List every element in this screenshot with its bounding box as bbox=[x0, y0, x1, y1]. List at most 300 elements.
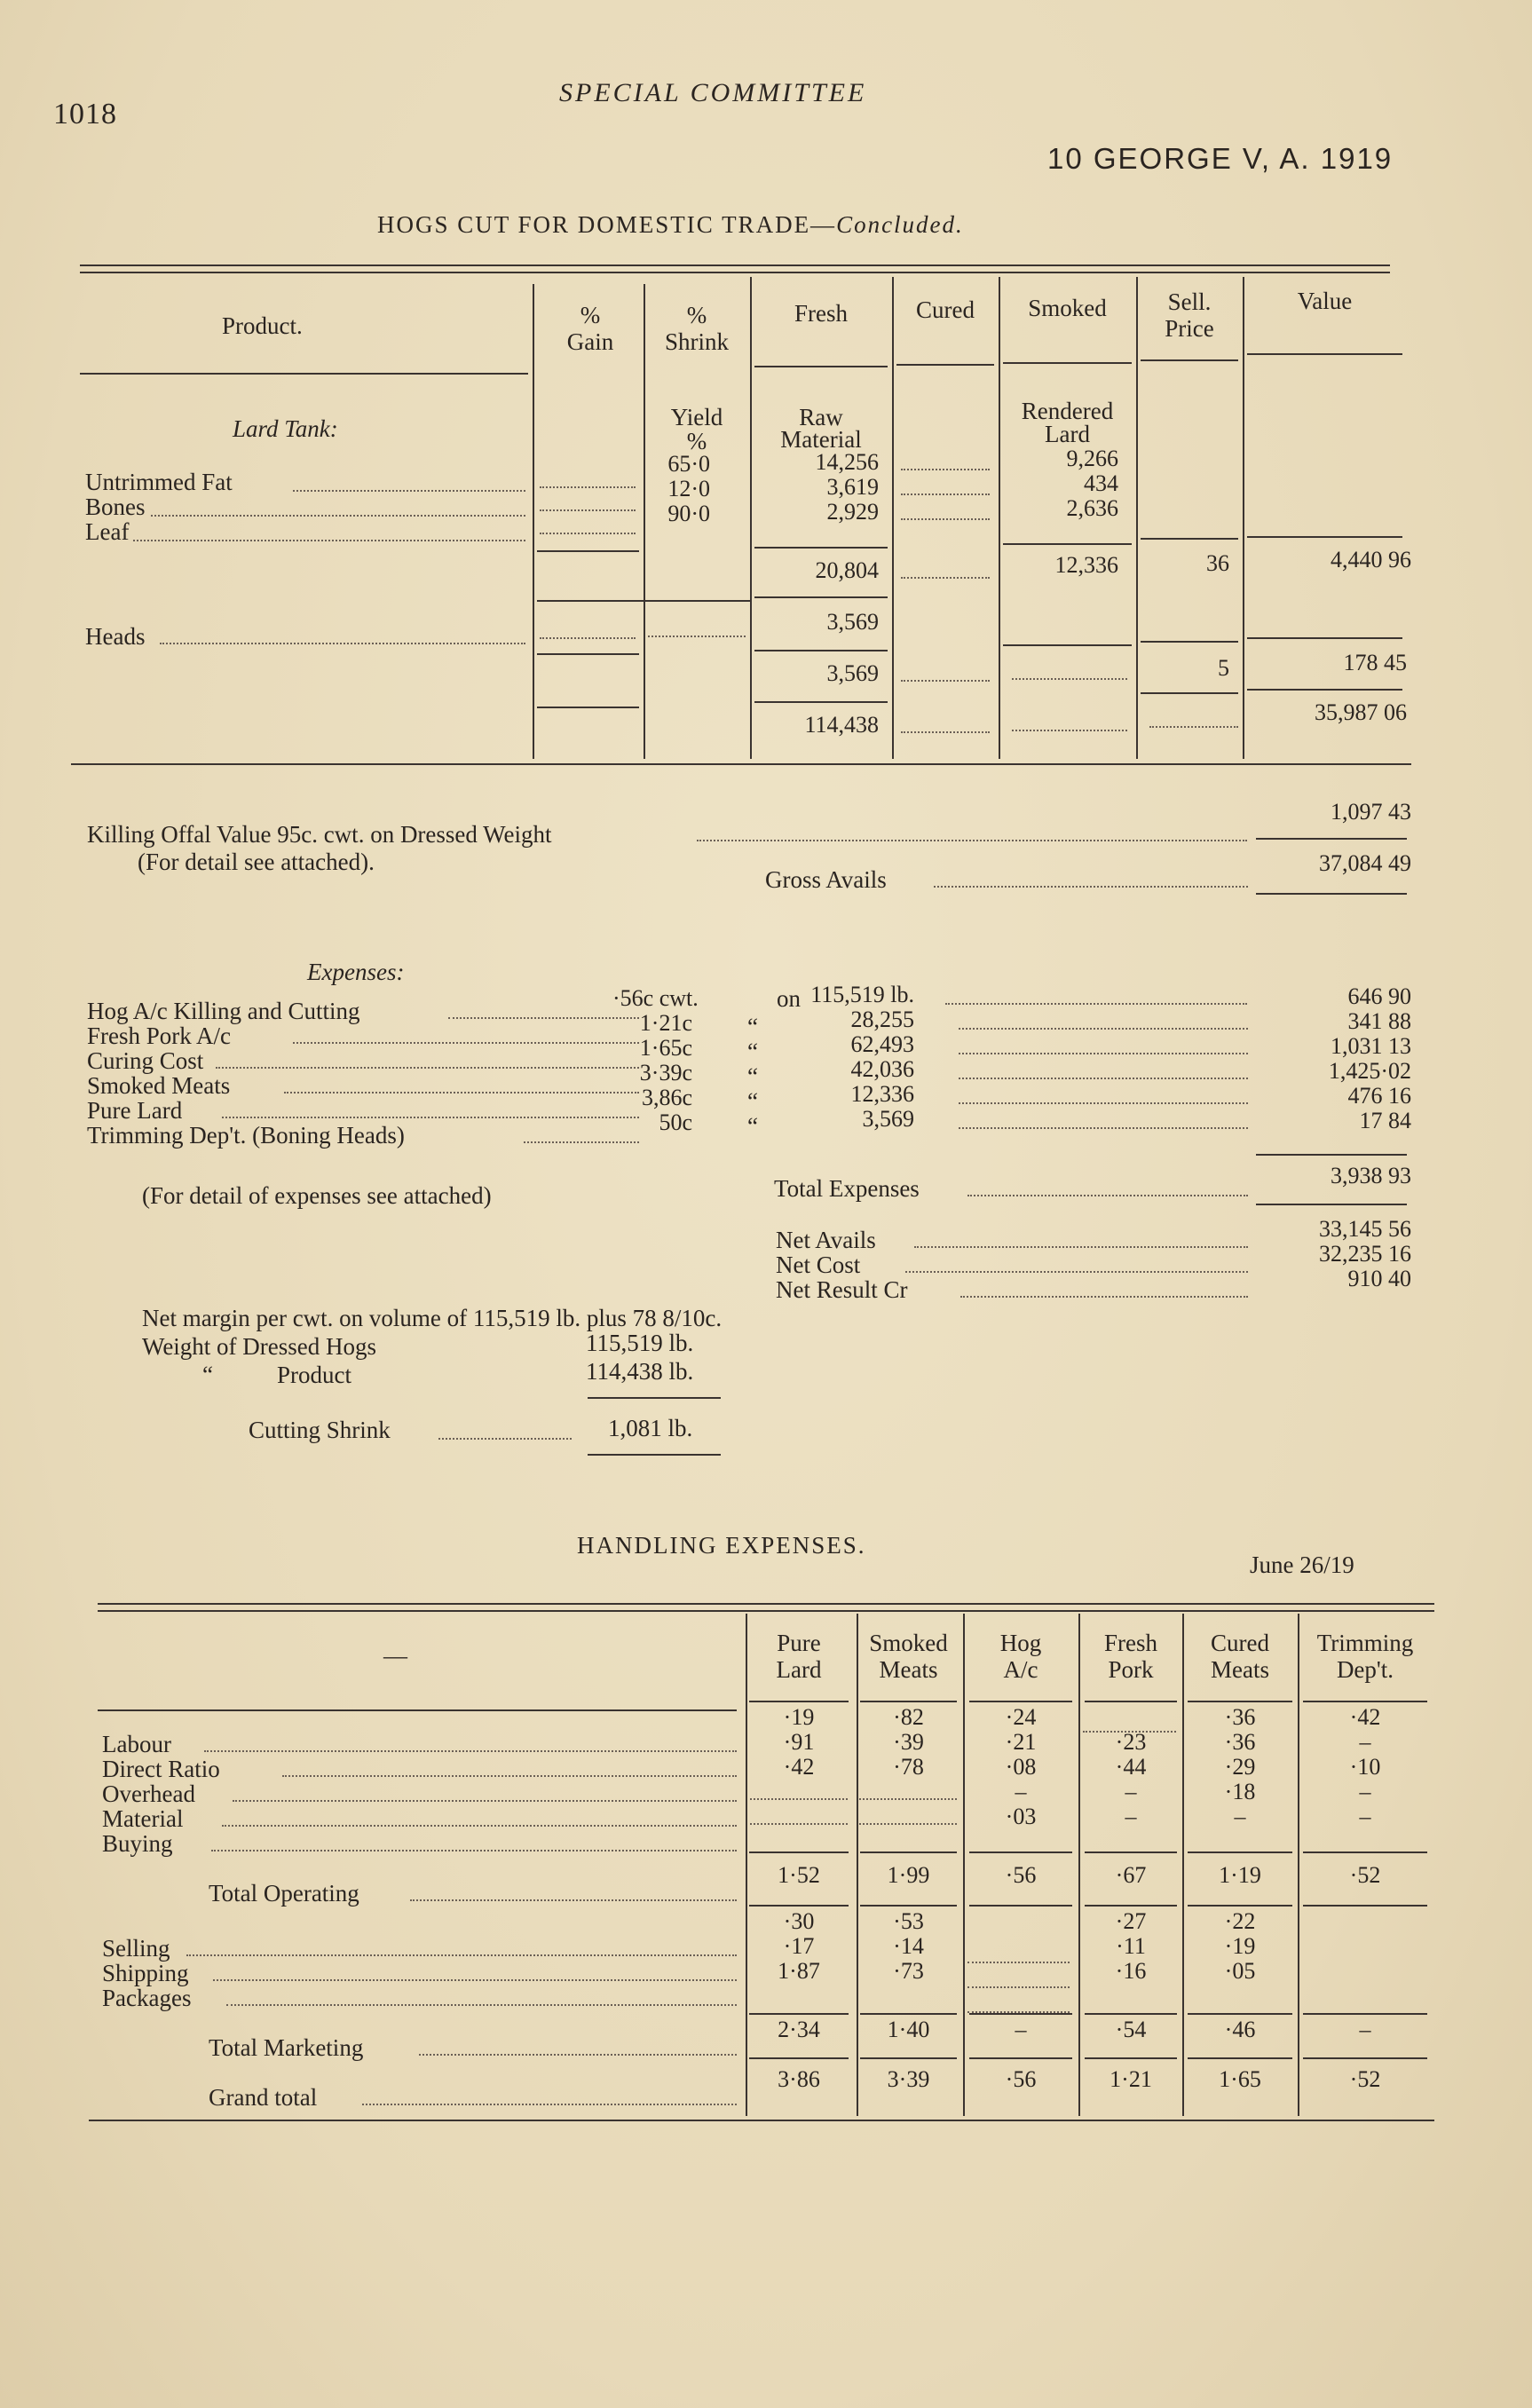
total-rule bbox=[1141, 692, 1238, 694]
sum-rule bbox=[1256, 1154, 1407, 1156]
subtotal-rule bbox=[754, 547, 888, 549]
col-header-line-1: Trimming bbox=[1316, 1630, 1414, 1656]
sum-rule bbox=[588, 1397, 721, 1399]
row-label-heads: Heads bbox=[85, 623, 146, 650]
row-rule bbox=[537, 653, 639, 655]
expense-value: 1,031 13 bbox=[1331, 1033, 1411, 1059]
dot-leader bbox=[967, 1195, 1248, 1196]
dot-leader bbox=[362, 2104, 737, 2105]
cell-value: 2·34 bbox=[778, 2017, 820, 2042]
col-header-product: Product. bbox=[222, 312, 303, 339]
header-rule bbox=[969, 1701, 1072, 1702]
cell-value: ·08 bbox=[1005, 1754, 1037, 1780]
cell-value: – bbox=[1359, 1729, 1371, 1755]
dot-leader bbox=[213, 1979, 737, 1981]
dot-leader bbox=[901, 680, 990, 682]
cell-value: ·78 bbox=[893, 1754, 924, 1780]
expenses-heading: Expenses: bbox=[307, 959, 405, 985]
net-cost-label: Net Cost bbox=[776, 1251, 861, 1278]
expense-weight: 62,493 bbox=[850, 1031, 914, 1057]
offal-label: Killing Offal Value 95c. cwt. on Dressed Weight bbox=[87, 821, 552, 848]
expense-on-word: on bbox=[777, 985, 801, 1012]
product-weight-label: Product bbox=[277, 1362, 351, 1388]
offal-value: 1,097 43 bbox=[1331, 799, 1411, 825]
cell-value: 1·52 bbox=[778, 1862, 820, 1888]
dot-leader bbox=[914, 1246, 1248, 1248]
material-label: Material bbox=[780, 426, 862, 453]
gross-avails-value: 37,084 49 bbox=[1319, 850, 1411, 876]
cell-value: ·36 bbox=[1224, 1704, 1256, 1730]
dot-leader bbox=[282, 1775, 737, 1777]
expense-label: Fresh Pork A/c bbox=[87, 1022, 231, 1049]
subtotal-rule bbox=[1188, 2013, 1292, 2015]
subtotal-rule bbox=[1303, 1851, 1427, 1853]
row-rule bbox=[754, 650, 888, 651]
sum-rule bbox=[588, 1454, 721, 1456]
cell-value: ·56 bbox=[1005, 2066, 1037, 2092]
cell-shrink: 12·0 bbox=[667, 476, 710, 501]
dot-leader bbox=[186, 1954, 737, 1956]
dot-leader bbox=[293, 490, 525, 492]
table-rule bbox=[89, 2120, 1434, 2121]
cell-value: – bbox=[1359, 1779, 1371, 1804]
cell-value: – bbox=[1359, 2017, 1371, 2042]
dot-leader bbox=[222, 1825, 737, 1827]
table-rule bbox=[80, 272, 1390, 273]
cell-value: ·46 bbox=[1224, 2017, 1256, 2042]
column-divider bbox=[963, 1614, 965, 2116]
net-avails-label: Net Avails bbox=[776, 1227, 876, 1253]
running-header: SPECIAL COMMITTEE bbox=[559, 78, 867, 107]
dot-leader bbox=[540, 637, 636, 639]
row-label: Material bbox=[102, 1805, 184, 1832]
cell-value: ·39 bbox=[893, 1729, 924, 1755]
sum-rule bbox=[1256, 838, 1407, 840]
cell-value: ·44 bbox=[1115, 1754, 1147, 1780]
header-rule bbox=[1247, 353, 1402, 355]
dot-leader bbox=[284, 1092, 639, 1093]
lard-label: Lard bbox=[1045, 421, 1090, 447]
net-result-label: Net Result Cr bbox=[776, 1276, 908, 1303]
cell-value: ·56 bbox=[1005, 1862, 1037, 1888]
blank-cell-dots bbox=[750, 1823, 848, 1825]
cell-value: ·67 bbox=[1115, 1862, 1147, 1888]
row-label-untrimmed-fat: Untrimmed Fat bbox=[85, 469, 233, 495]
dressed-weight-value: 115,519 lb. bbox=[586, 1330, 694, 1356]
cell-value: – bbox=[1015, 2017, 1027, 2042]
row-rule bbox=[537, 600, 750, 602]
header-rule bbox=[1141, 359, 1238, 361]
expense-rate: 1·65c bbox=[639, 1035, 692, 1061]
cell-value: ·03 bbox=[1005, 1804, 1037, 1829]
expense-rate: 1·21c bbox=[639, 1010, 692, 1036]
page-number: 1018 bbox=[53, 98, 117, 130]
raw-label: Raw bbox=[799, 404, 843, 430]
cell-value: ·54 bbox=[1115, 2017, 1147, 2042]
col-header-line-2: A/c bbox=[1003, 1656, 1038, 1683]
header-rule bbox=[80, 373, 528, 375]
dot-leader bbox=[222, 1117, 639, 1118]
cell-fresh: 2,929 bbox=[826, 499, 879, 525]
sum-rule bbox=[1256, 893, 1407, 895]
hogs-table-title: HOGS CUT FOR DOMESTIC TRADE—Concluded. bbox=[377, 211, 964, 238]
subtotal-rule bbox=[860, 2013, 957, 2015]
cell-value: – bbox=[1359, 1804, 1371, 1829]
expense-rate: 3,86c bbox=[641, 1085, 692, 1110]
dot-leader bbox=[540, 509, 636, 511]
lard-tank-label: Lard Tank: bbox=[233, 415, 338, 442]
yield-label: Yield bbox=[670, 404, 723, 430]
dot-leader bbox=[540, 486, 636, 488]
header-rule bbox=[1303, 1701, 1427, 1702]
cell-value: ·19 bbox=[1224, 1933, 1256, 1959]
cell-value: ·52 bbox=[1349, 2066, 1381, 2092]
cell-value: ·05 bbox=[1224, 1958, 1256, 1984]
cell-value: ·17 bbox=[783, 1933, 815, 1959]
total-marketing-label: Total Marketing bbox=[209, 2034, 364, 2061]
handling-dash-header: — bbox=[383, 1642, 407, 1669]
dot-leader bbox=[697, 840, 1247, 841]
subtotal-rule bbox=[749, 2057, 849, 2059]
subtotal-rule bbox=[969, 1851, 1072, 1853]
expense-value: 1,425·02 bbox=[1328, 1058, 1411, 1084]
lard-total-fresh: 20,804 bbox=[815, 557, 879, 583]
cell-value: – bbox=[1125, 1779, 1137, 1804]
cell-value: – bbox=[1125, 1804, 1137, 1829]
subtotal-rule bbox=[1303, 2057, 1427, 2059]
subtotal-rule bbox=[537, 550, 639, 552]
cell-fresh: 14,256 bbox=[815, 449, 879, 475]
expense-rate: ·56c cwt. bbox=[612, 985, 699, 1011]
dot-leader bbox=[901, 469, 990, 470]
column-divider bbox=[892, 277, 894, 759]
dot-leader bbox=[410, 1899, 737, 1901]
cell-value: ·91 bbox=[783, 1729, 815, 1755]
col-header-line-2: Meats bbox=[1211, 1656, 1269, 1683]
row-label: Overhead bbox=[102, 1780, 195, 1807]
dot-leader bbox=[960, 1296, 1248, 1298]
col-header-gain: % Gain bbox=[566, 302, 614, 355]
subtotal-rule bbox=[1188, 2057, 1292, 2059]
subtotal-rule bbox=[1247, 536, 1402, 538]
ditto-mark: “ bbox=[747, 1088, 758, 1115]
heads-fresh: 3,569 bbox=[826, 609, 879, 635]
col-header-shrink: % Shrink bbox=[664, 302, 729, 355]
row-rule bbox=[1247, 637, 1402, 639]
cell-value: ·52 bbox=[1349, 1862, 1381, 1888]
table-rule bbox=[98, 1603, 1434, 1605]
row-label-leaf: Leaf bbox=[85, 518, 130, 545]
subtotal-rule bbox=[1303, 2013, 1427, 2015]
subtotal-rule bbox=[749, 2013, 849, 2015]
dot-leader bbox=[226, 2004, 737, 2006]
subtotal-rule bbox=[860, 2057, 957, 2059]
total-expenses-label: Total Expenses bbox=[774, 1175, 920, 1202]
ditto-mark: “ bbox=[747, 1038, 758, 1065]
sum-rule bbox=[1256, 1204, 1407, 1205]
blank-cell-dots bbox=[1083, 1731, 1176, 1733]
cell-value: ·42 bbox=[1349, 1704, 1381, 1730]
row-label: Selling bbox=[102, 1935, 170, 1962]
grand-total-label: Grand total bbox=[209, 2084, 318, 2111]
lard-total-price: 36 bbox=[1206, 550, 1229, 576]
rendered-label: Rendered bbox=[1021, 398, 1114, 424]
row-label: Shipping bbox=[102, 1960, 189, 1986]
col-header-fresh: Fresh bbox=[794, 300, 848, 327]
dot-leader bbox=[293, 1042, 639, 1044]
heads-total-value: 178 45 bbox=[1343, 650, 1407, 675]
cell-value: ·14 bbox=[893, 1933, 924, 1959]
cell-value: ·16 bbox=[1115, 1958, 1147, 1984]
cell-value: 1·19 bbox=[1219, 1862, 1261, 1888]
dot-leader bbox=[524, 1141, 639, 1143]
subtotal-rule bbox=[860, 1851, 957, 1853]
dot-leader bbox=[959, 1102, 1248, 1104]
column-divider bbox=[750, 277, 752, 759]
dot-leader bbox=[160, 643, 525, 644]
dot-leader bbox=[438, 1438, 572, 1440]
cell-value: ·22 bbox=[1224, 1908, 1256, 1934]
dot-leader bbox=[901, 577, 990, 579]
subtotal-rule bbox=[860, 1905, 957, 1907]
cell-fresh: 3,619 bbox=[826, 474, 879, 500]
cell-value: ·21 bbox=[1005, 1729, 1037, 1755]
product-weight-value: 114,438 lb. bbox=[586, 1358, 694, 1385]
col-header-line-2: Dep't. bbox=[1336, 1656, 1394, 1683]
cell-value: 1·99 bbox=[887, 1862, 930, 1888]
product-ditto-mark: “ bbox=[202, 1362, 213, 1388]
cutting-shrink-value: 1,081 lb. bbox=[608, 1415, 693, 1441]
dot-leader bbox=[133, 540, 525, 541]
subtotal-rule bbox=[1188, 1905, 1292, 1907]
cell-value: ·82 bbox=[893, 1704, 924, 1730]
yield-pct-label: % bbox=[686, 428, 707, 454]
header-rule bbox=[1188, 1701, 1292, 1702]
dot-leader bbox=[540, 533, 636, 534]
cell-value: 1·40 bbox=[887, 2017, 930, 2042]
dot-leader bbox=[216, 1067, 639, 1069]
heads-total-fresh: 3,569 bbox=[826, 660, 879, 686]
col-header-smoked: Smoked bbox=[1028, 295, 1107, 321]
cell-smoked: 434 bbox=[1084, 470, 1118, 496]
header-rule bbox=[860, 1701, 957, 1702]
expense-label: Pure Lard bbox=[87, 1097, 183, 1124]
col-header-line-1: Cured bbox=[1211, 1630, 1269, 1656]
expense-label: Trimming Dep't. (Boning Heads) bbox=[87, 1122, 405, 1149]
col-header-sell-price: Sell. Price bbox=[1165, 288, 1214, 342]
cell-value: ·23 bbox=[1115, 1729, 1147, 1755]
gross-avails-label: Gross Avails bbox=[765, 866, 887, 893]
col-header-line-2: Pork bbox=[1108, 1656, 1154, 1683]
subtotal-rule bbox=[1085, 1851, 1177, 1853]
heads-total-price: 5 bbox=[1218, 655, 1229, 681]
cell-value: ·42 bbox=[783, 1754, 815, 1780]
handling-date: June 26/19 bbox=[1250, 1551, 1354, 1578]
expense-label: Smoked Meats bbox=[87, 1072, 231, 1099]
row-rule bbox=[754, 596, 888, 598]
header-rule bbox=[754, 366, 888, 367]
cell-smoked: 2,636 bbox=[1066, 495, 1118, 521]
subtotal-rule bbox=[969, 2057, 1072, 2059]
session-label: 10 GEORGE V, A. 1919 bbox=[1047, 142, 1394, 175]
total-rule bbox=[754, 701, 888, 703]
cell-value: ·19 bbox=[783, 1704, 815, 1730]
header-rule bbox=[749, 1701, 849, 1702]
lard-total-smoked: 12,336 bbox=[1054, 552, 1118, 578]
dot-leader bbox=[1149, 726, 1238, 728]
dot-leader bbox=[233, 1800, 737, 1802]
dot-leader bbox=[959, 1028, 1248, 1030]
subtotal-rule bbox=[969, 2013, 1072, 2015]
expense-rate: 50c bbox=[659, 1109, 692, 1135]
expense-label: Hog A/c Killing and Cutting bbox=[87, 998, 360, 1024]
column-divider bbox=[1136, 277, 1138, 759]
col-header-cured: Cured bbox=[916, 296, 975, 323]
col-header-line-1: Pure bbox=[777, 1630, 821, 1656]
expense-value: 476 16 bbox=[1347, 1083, 1411, 1109]
cell-value: ·18 bbox=[1224, 1779, 1256, 1804]
cell-value: ·27 bbox=[1115, 1908, 1147, 1934]
subtotal-rule bbox=[1188, 1851, 1292, 1853]
cell-value: ·36 bbox=[1224, 1729, 1256, 1755]
expense-rate: 3·39c bbox=[639, 1060, 692, 1086]
col-header-line-1: Smoked bbox=[869, 1630, 948, 1656]
subtotal-rule bbox=[969, 1905, 1072, 1907]
column-divider bbox=[999, 277, 1000, 759]
dot-leader bbox=[419, 2054, 737, 2056]
expense-weight: 3,569 bbox=[862, 1106, 914, 1132]
grand-total-value: 35,987 06 bbox=[1315, 699, 1407, 725]
column-divider bbox=[644, 284, 645, 759]
dot-leader bbox=[905, 1271, 1248, 1273]
dressed-weight-label: Weight of Dressed Hogs bbox=[142, 1333, 377, 1360]
blank-cell-dots bbox=[750, 1798, 848, 1800]
dot-leader bbox=[901, 518, 990, 520]
cell-value: ·53 bbox=[893, 1908, 924, 1934]
dot-leader bbox=[901, 731, 990, 733]
subtotal-rule bbox=[1085, 1905, 1177, 1907]
header-rule bbox=[896, 364, 994, 366]
row-label: Buying bbox=[102, 1830, 173, 1857]
expense-value: 17 84 bbox=[1359, 1108, 1411, 1133]
expense-label: Curing Cost bbox=[87, 1047, 204, 1074]
offal-detail-note: (For detail see attached). bbox=[138, 849, 375, 875]
ditto-mark: “ bbox=[747, 1014, 758, 1040]
dot-leader bbox=[945, 1003, 1247, 1005]
expense-weight: 28,255 bbox=[850, 1007, 914, 1032]
net-result-value: 910 40 bbox=[1347, 1266, 1411, 1291]
cell-shrink: 65·0 bbox=[667, 451, 710, 477]
net-avails-value: 33,145 56 bbox=[1319, 1216, 1411, 1242]
cell-value: ·30 bbox=[783, 1908, 815, 1934]
table-rule bbox=[71, 763, 1411, 765]
blank-cell-dots bbox=[859, 1823, 957, 1825]
table-rule bbox=[80, 264, 1390, 266]
dot-leader bbox=[211, 1850, 737, 1851]
col-header-value: Value bbox=[1297, 288, 1353, 314]
column-divider bbox=[1243, 277, 1244, 759]
dot-leader bbox=[448, 1017, 639, 1019]
dot-leader bbox=[1012, 730, 1127, 731]
dot-leader bbox=[1012, 678, 1127, 680]
col-header-line-1: Fresh bbox=[1104, 1630, 1157, 1656]
cell-shrink: 90·0 bbox=[667, 501, 710, 526]
cell-value: – bbox=[1234, 1804, 1246, 1829]
cutting-shrink-label: Cutting Shrink bbox=[249, 1417, 391, 1443]
column-divider bbox=[533, 284, 534, 759]
blank-cell-dots bbox=[859, 1798, 957, 1800]
header-rule bbox=[1085, 1701, 1177, 1702]
row-label: Direct Ratio bbox=[102, 1756, 220, 1782]
ditto-mark: “ bbox=[747, 1063, 758, 1090]
handling-table-title: HANDLING EXPENSES. bbox=[577, 1532, 866, 1559]
cell-value: ·24 bbox=[1005, 1704, 1037, 1730]
expense-weight: 12,336 bbox=[850, 1081, 914, 1107]
ditto-mark: “ bbox=[747, 1113, 758, 1140]
dot-leader bbox=[959, 1053, 1248, 1054]
subtotal-rule bbox=[749, 1851, 849, 1853]
row-rule bbox=[1141, 641, 1238, 643]
header-rule bbox=[98, 1709, 737, 1711]
dot-leader bbox=[901, 493, 990, 495]
cell-value: ·73 bbox=[893, 1958, 924, 1984]
cell-value: ·10 bbox=[1349, 1754, 1381, 1780]
subtotal-rule bbox=[1085, 2057, 1177, 2059]
cell-value: ·11 bbox=[1116, 1933, 1146, 1959]
subtotal-rule bbox=[1303, 1905, 1427, 1907]
expenses-detail-note: (For detail of expenses see attached) bbox=[142, 1182, 492, 1209]
cell-value: 3·86 bbox=[778, 2066, 820, 2092]
row-rule bbox=[1003, 644, 1132, 646]
column-divider bbox=[1078, 1614, 1080, 2116]
cell-smoked: 9,266 bbox=[1066, 446, 1118, 471]
dot-leader bbox=[204, 1750, 737, 1752]
dot-leader bbox=[648, 636, 746, 637]
expense-value: 341 88 bbox=[1347, 1008, 1411, 1034]
subtotal-rule bbox=[1003, 543, 1132, 545]
blank-cell-dots bbox=[967, 1986, 1070, 1988]
subtotal-rule bbox=[749, 1905, 849, 1907]
subtotal-rule bbox=[1085, 2013, 1177, 2015]
lard-total-value: 4,440 96 bbox=[1331, 547, 1411, 572]
blank-cell-dots bbox=[967, 1962, 1070, 1963]
col-header-line-1: Hog bbox=[999, 1630, 1042, 1656]
col-header-line-2: Lard bbox=[776, 1656, 822, 1683]
cell-value: 1·21 bbox=[1110, 2066, 1152, 2092]
total-rule bbox=[537, 707, 639, 708]
expense-weight: 115,519 lb. bbox=[810, 982, 914, 1007]
expense-weight: 42,036 bbox=[850, 1056, 914, 1082]
cell-value: ·29 bbox=[1224, 1754, 1256, 1780]
expense-value: 646 90 bbox=[1347, 983, 1411, 1009]
row-label-bones: Bones bbox=[85, 493, 146, 520]
net-margin-note: Net margin per cwt. on volume of 115,519 lb. plus 78 8/10c. bbox=[142, 1305, 723, 1331]
cell-value: 3·39 bbox=[887, 2066, 930, 2092]
header-rule bbox=[1003, 362, 1132, 364]
subtotal-rule bbox=[1141, 538, 1238, 540]
dot-leader bbox=[959, 1078, 1248, 1079]
cell-value: – bbox=[1015, 1779, 1027, 1804]
row-label: Packages bbox=[102, 1985, 192, 2011]
total-rule bbox=[1247, 689, 1402, 691]
cell-value: 1·87 bbox=[778, 1958, 820, 1984]
cell-value: 1·65 bbox=[1219, 2066, 1261, 2092]
grand-total-fresh: 114,438 bbox=[804, 712, 879, 738]
table-rule bbox=[98, 1610, 1434, 1612]
dot-leader bbox=[959, 1127, 1248, 1129]
row-label: Labour bbox=[102, 1731, 171, 1757]
total-operating-label: Total Operating bbox=[209, 1880, 359, 1907]
